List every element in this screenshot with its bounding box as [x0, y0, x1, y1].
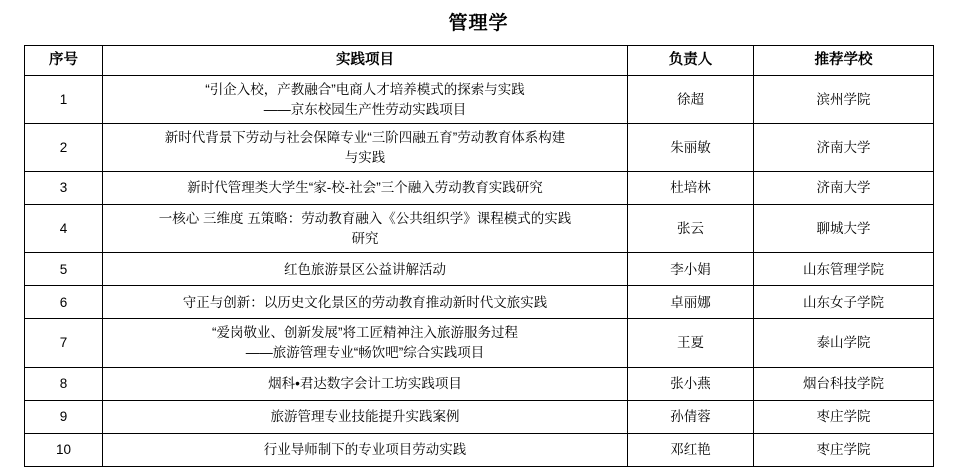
cell-seq: 3: [25, 172, 103, 205]
cell-project: [103, 286, 628, 319]
table-row: [25, 286, 934, 319]
cell-project-line: 烟科•君达数字会计工坊实践项目: [268, 375, 462, 391]
cell-seq: 8: [25, 367, 103, 400]
cell-project: [103, 124, 628, 172]
table-row: [25, 172, 934, 205]
cell-leader: 李小娟: [628, 253, 754, 286]
cell-leader: 朱丽敏: [628, 124, 754, 172]
cell-project-line: 红色旅游景区公益讲解活动: [284, 261, 446, 277]
cell-school: 山东女子学院: [754, 286, 934, 319]
cell-project-line: “爱岗敬业、创新发展”将工匠精神注入旅游服务过程: [212, 325, 518, 341]
table-row: [25, 124, 934, 172]
table-body: [25, 76, 934, 467]
cell-school: 济南大学: [754, 124, 934, 172]
cell-seq: 9: [25, 400, 103, 433]
cell-leader: 徐超: [628, 76, 754, 124]
cell-project-line: 研究: [351, 230, 379, 246]
cell-project: [103, 172, 628, 205]
cell-seq: 2: [25, 124, 103, 172]
cell-leader: 张云: [628, 205, 754, 253]
cell-project-line: 行业导师制下的专业项目劳动实践: [263, 441, 467, 457]
cell-school: 滨州学院: [754, 76, 934, 124]
table-header-row: [25, 46, 934, 76]
column-header-leader: 负责人: [628, 46, 754, 76]
cell-school: 山东管理学院: [754, 253, 934, 286]
table-row: [25, 433, 934, 466]
cell-school: 聊城大学: [754, 205, 934, 253]
cell-project-line: 旅游管理专业技能提升实践案例: [270, 408, 460, 424]
cell-school: 枣庄学院: [754, 400, 934, 433]
table-row: [25, 367, 934, 400]
page-title: 管理学: [448, 13, 509, 34]
cell-project: [103, 205, 628, 253]
cell-seq: 1: [25, 76, 103, 124]
cell-project: [103, 319, 628, 367]
cell-project-line: 新时代管理类大学生“家-校-社会”三个融入劳动教育实践研究: [187, 180, 543, 196]
column-header-school: 推荐学校: [754, 46, 934, 76]
cell-seq: 7: [25, 319, 103, 367]
cell-project-line: 守正与创新：以历史文化景区的劳动教育推动新时代文旅实践: [182, 294, 548, 310]
cell-leader: 杜培林: [628, 172, 754, 205]
column-header-seq: 序号: [25, 46, 103, 76]
cell-seq: 5: [25, 253, 103, 286]
table-row: [25, 205, 934, 253]
cell-project-line: ——京东校园生产性劳动实践项目: [263, 101, 467, 117]
cell-project: [103, 76, 628, 124]
cell-project: [103, 433, 628, 466]
table-header: [25, 46, 934, 76]
table-row: [25, 253, 934, 286]
cell-project-line: 一核心 三维度 五策略：劳动教育融入《公共组织学》课程模式的实践: [158, 211, 572, 227]
cell-school: 济南大学: [754, 172, 934, 205]
cell-project: [103, 367, 628, 400]
cell-leader: 孙倩蓉: [628, 400, 754, 433]
cell-leader: 王夏: [628, 319, 754, 367]
cell-seq: 4: [25, 205, 103, 253]
cell-project-line: 新时代背景下劳动与社会保障专业“三阶四融五育”劳动教育体系构建: [164, 130, 566, 146]
cell-seq: 6: [25, 286, 103, 319]
cell-leader: 张小燕: [628, 367, 754, 400]
practice-projects-table: [24, 45, 934, 467]
cell-leader: 卓丽娜: [628, 286, 754, 319]
cell-school: 泰山学院: [754, 319, 934, 367]
table-row: [25, 400, 934, 433]
table-row: [25, 319, 934, 367]
cell-school: 枣庄学院: [754, 433, 934, 466]
cell-seq: 10: [25, 433, 103, 466]
cell-project: [103, 400, 628, 433]
cell-school: 烟台科技学院: [754, 367, 934, 400]
cell-project-line: “引企入校，产教融合”电商人才培养模式的探索与实践: [205, 82, 525, 98]
table-row: [25, 76, 934, 124]
cell-project-line: ——旅游管理专业“畅饮吧”综合实践项目: [245, 344, 485, 360]
cell-project-line: 与实践: [344, 149, 386, 165]
cell-project: [103, 253, 628, 286]
cell-leader: 邓红艳: [628, 433, 754, 466]
table-container: [0, 45, 957, 467]
column-header-project: 实践项目: [103, 46, 628, 76]
